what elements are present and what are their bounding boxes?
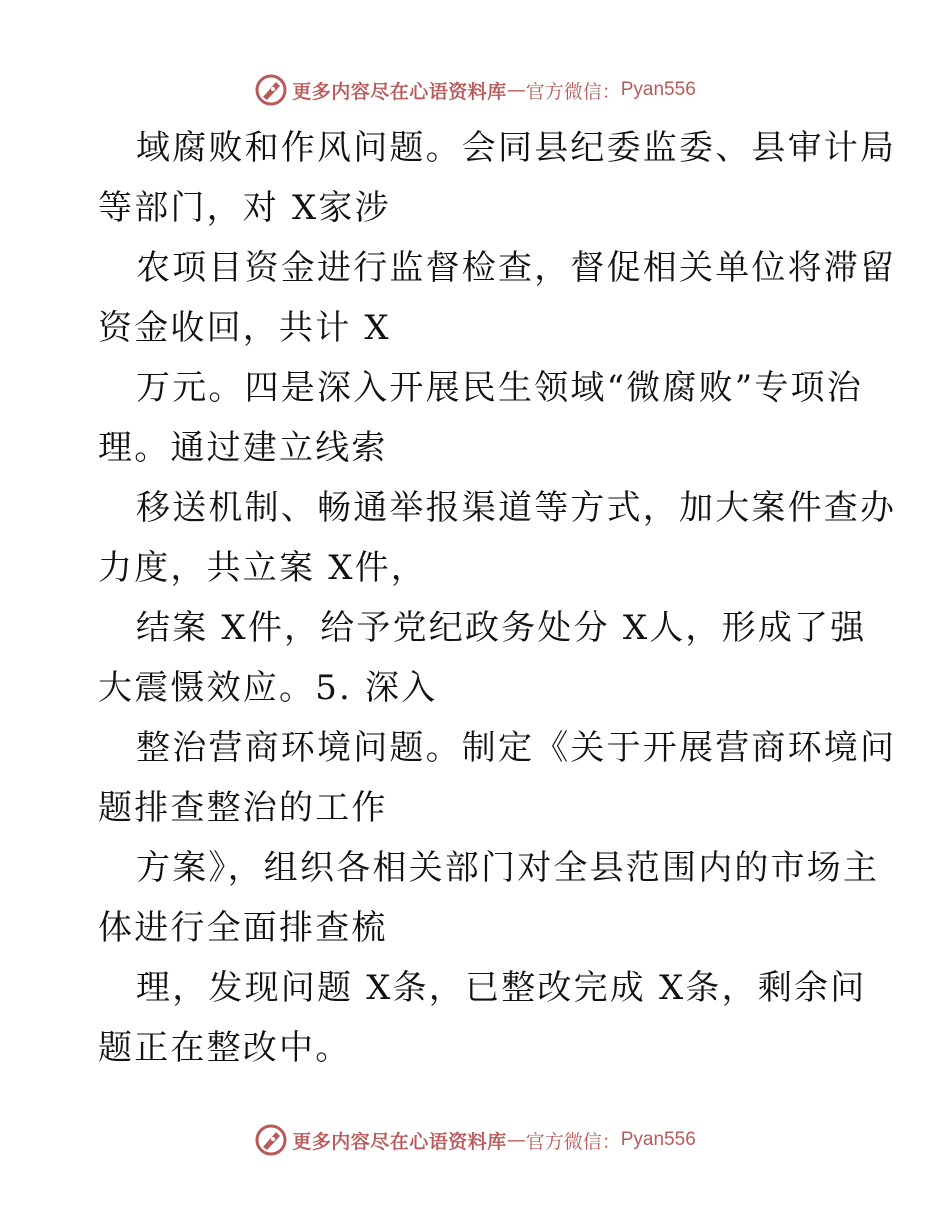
body-line: 结案 X件，给予党纪政务处分 X人，形成了强 xyxy=(136,608,867,648)
body-line: 体进行全面排查梳 xyxy=(98,908,388,948)
watermark-account: Pyan556 xyxy=(620,79,696,100)
body-line: 万元。四是深入开展民生领域“微腐败”专项治 xyxy=(136,368,863,408)
body-line: 题排查整治的工作 xyxy=(98,788,388,828)
watermark-sub-text: 官方微信： xyxy=(525,80,621,103)
document-body xyxy=(98,118,897,1078)
body-line: 大震慑效应。5. 深入 xyxy=(98,668,438,708)
body-line: 资金收回，共计 X xyxy=(98,308,391,348)
watermark-main-text: 更多内容尽在心语资料库 xyxy=(292,80,507,103)
watermark-main-text: 更多内容尽在心语资料库 xyxy=(292,1130,507,1153)
watermark-dash: — xyxy=(506,1129,526,1151)
body-line: 理。通过建立线索 xyxy=(98,428,388,468)
body-line: 整治营商环境问题。制定《关于开展营商环境问 xyxy=(136,728,897,768)
body-line: 方案》，组织各相关部门对全县范围内的市场主 xyxy=(136,848,880,888)
body-line: 理，发现问题 X条，已整改完成 X条，剩余问 xyxy=(136,968,867,1008)
body-line: 农项目资金进行监督检查，督促相关单位将滞留 xyxy=(136,248,897,288)
footer-watermark xyxy=(0,1122,950,1158)
pen-nib-seal-icon xyxy=(254,73,288,107)
body-line: 域腐败和作风问题。会同县纪委监委、县审计局 xyxy=(136,128,897,168)
body-line: 力度，共立案 X件， xyxy=(98,548,428,588)
body-line: 题正在整改中。 xyxy=(98,1028,352,1068)
watermark-account: Pyan556 xyxy=(620,1129,696,1150)
pen-nib-seal-icon xyxy=(254,1123,288,1157)
watermark-sub-text: 官方微信： xyxy=(525,1130,621,1153)
watermark-dash: — xyxy=(506,79,526,101)
header-watermark xyxy=(0,72,950,108)
body-line: 等部门，对 X家涉 xyxy=(98,188,391,228)
body-line: 移送机制、畅通举报渠道等方式，加大案件查办 xyxy=(136,488,897,528)
